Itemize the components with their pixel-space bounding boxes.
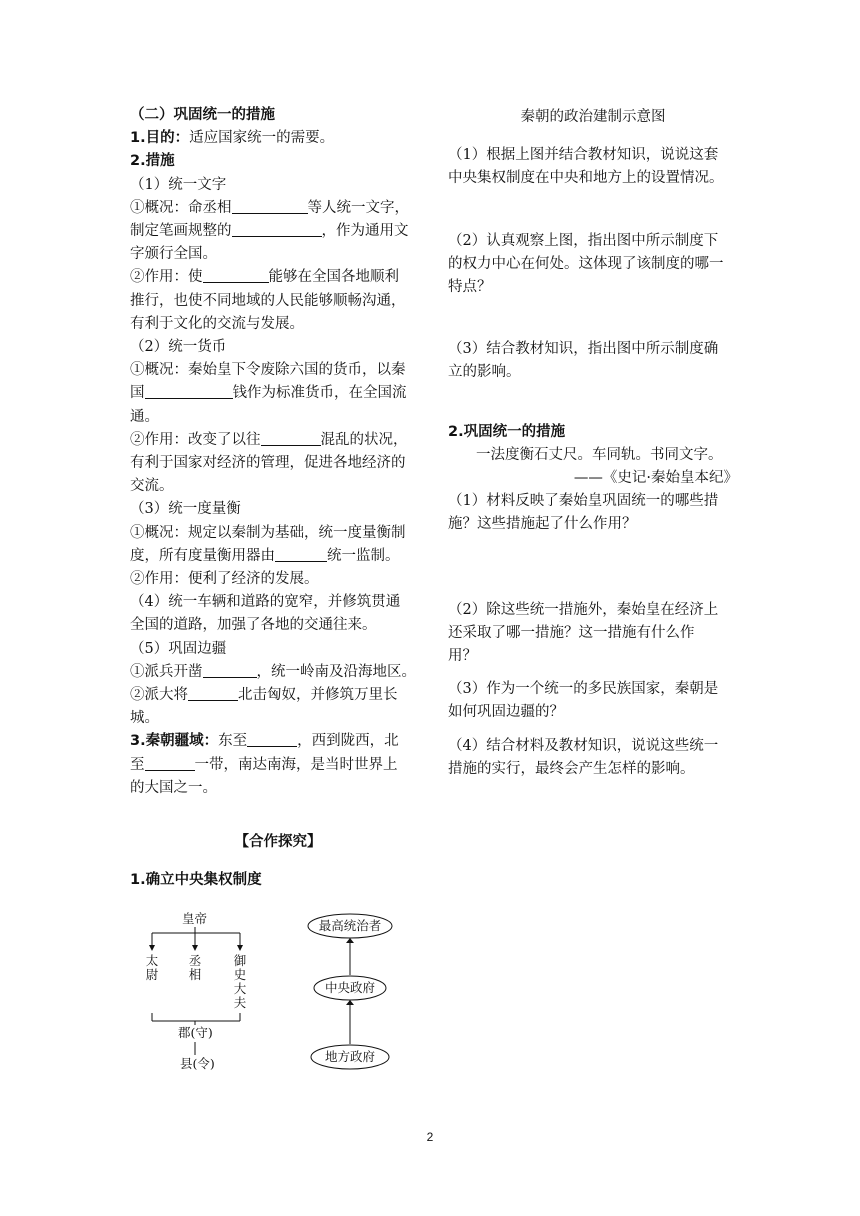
fill-blank[interactable]: [203, 662, 257, 678]
territory-line: 的大国之一。: [130, 779, 217, 796]
diagram-caption: 秦朝的政治建制示意图: [520, 109, 666, 125]
roads-line: 全国的道路，加强了各地的交通往来。: [130, 617, 377, 634]
quote-text: 一法度衡石丈尺。车同轨。书同文字。: [476, 446, 723, 463]
official-label: 御史大夫: [233, 953, 247, 1010]
question-line: （3）作为一个统一的多民族国家，秦朝是: [448, 681, 719, 698]
measures-label: 2.措施: [130, 153, 175, 170]
measure-effect: ②作用：便利了经济的发展。: [130, 571, 319, 588]
text-segment: 等人统一文字，: [307, 199, 409, 216]
text-segment: 制定笔画规整的: [130, 223, 232, 240]
currency-overview-line: ①概况：秦始皇下令废除六国的货币，以秦: [130, 362, 406, 379]
currency-title: （2）统一货币: [130, 339, 227, 356]
currency-effect-line: 有利于国家对经济的管理，促进各地经济的: [130, 455, 406, 472]
node-central: 中央政府: [324, 980, 376, 995]
fill-blank[interactable]: [261, 430, 321, 446]
text-segment: ①概况：命丞相: [130, 199, 232, 216]
border-line: 城。: [130, 710, 159, 727]
border-line: [130, 661, 426, 684]
measure-title: （3）统一度量衡: [130, 501, 241, 518]
arrow-head: [346, 1000, 354, 1005]
arrow-head: [237, 945, 243, 951]
text-segment: ②作用：使: [130, 269, 203, 286]
measure-overview-line: ①概况：规定以秦制为基础，统一度量衡制: [130, 524, 406, 541]
node-local: 地方政府: [324, 1049, 376, 1064]
fill-blank[interactable]: [203, 267, 269, 283]
question-line: 中央集权制度在中央和地方上的设置情况。: [448, 170, 724, 187]
official-label: 太尉: [145, 953, 159, 982]
left-column: [130, 104, 426, 800]
fill-blank[interactable]: [247, 731, 297, 747]
purpose-label: 1.目的：: [130, 130, 190, 147]
question-line: 用？: [448, 648, 477, 665]
county-label: 县(令): [180, 1056, 215, 1071]
text-segment: 至: [130, 756, 145, 773]
node-supreme: 最高统治者: [318, 918, 382, 933]
currency-overview-line: [130, 382, 426, 405]
text-segment: 能够在全国各地顺利: [268, 269, 399, 286]
prefecture-label: 郡(守): [178, 1025, 213, 1040]
territory-line: [130, 730, 426, 753]
emperor-label: 皇帝: [182, 911, 208, 926]
territory-line: [130, 754, 426, 777]
question-line: （1）材料反映了秦始皇巩固统一的哪些措: [448, 493, 719, 510]
text-segment: 钱作为标准货币，在全国流: [232, 385, 407, 402]
official-label: 丞相: [188, 953, 202, 982]
question-line: 的权力中心在何处。这体现了该制度的哪一: [448, 255, 724, 272]
writing-effect-line: [130, 266, 426, 289]
text-segment: ②作用：改变了以往: [130, 431, 261, 448]
text-segment: ②派大将: [130, 687, 188, 704]
fill-blank[interactable]: [188, 685, 238, 701]
border-title: （5）巩固边疆: [130, 640, 227, 657]
writing-title: （1）统一文字: [130, 176, 227, 193]
sec2-title: 2.巩固统一的措施: [448, 423, 566, 440]
text-segment: ①派兵开凿: [130, 663, 203, 680]
text-segment: 混乱的状况，: [320, 431, 408, 448]
question-line: 如何巩固边疆的？: [448, 704, 564, 721]
measure-overview-line: [130, 545, 426, 568]
text-segment: 东至: [218, 733, 248, 750]
section-title: （二）巩固统一的措施: [130, 107, 275, 123]
writing-overview-line: [130, 220, 426, 243]
question-line: （4）结合材料及教材知识，说说这些统一: [448, 737, 719, 754]
text-segment: 北击匈奴，并修筑万里长: [238, 687, 398, 704]
writing-effect-line: 有利于文化的交流与发展。: [130, 315, 304, 332]
question-line: 还采取了哪一措施？这一措施有什么作: [448, 624, 695, 641]
writing-overview-line: 字颁行全国。: [130, 246, 217, 263]
arrow-head: [149, 945, 155, 951]
political-system-diagram: [140, 905, 410, 1095]
fill-blank[interactable]: [275, 546, 327, 562]
coop-title: 【合作探究】: [234, 834, 322, 850]
fill-blank[interactable]: [232, 221, 322, 237]
arrow-head: [346, 938, 354, 943]
question-line: （2）认真观察上图，指出图中所示制度下: [448, 232, 719, 249]
arrow-head: [192, 945, 198, 951]
currency-overview-line: 通。: [130, 408, 159, 425]
question-line: 立的影响。: [448, 364, 521, 381]
question-line: （2）除这些统一措施外，秦始皇在经济上: [448, 601, 719, 618]
currency-effect-line: [130, 429, 426, 452]
text-segment: ，西到陇西，北: [297, 733, 399, 750]
writing-effect-line: 推行，也使不同地域的人民能够顺畅沟通，: [130, 292, 406, 309]
quote-source: ——《史记·秦始皇本纪》: [573, 470, 738, 487]
question-line: 特点？: [448, 279, 492, 296]
question-line: （3）结合教材知识，指出图中所示制度确: [448, 341, 719, 358]
purpose-text: 适应国家统一的需要。: [189, 130, 335, 147]
writing-overview-line: [130, 197, 426, 220]
question-line: 措施的实行，最终会产生怎样的影响。: [448, 760, 695, 777]
territory-label: 3.秦朝疆域：: [130, 733, 219, 750]
text-segment: 度，所有度量衡用器由: [130, 547, 275, 564]
fill-blank[interactable]: [145, 755, 195, 771]
fill-blank[interactable]: [232, 198, 308, 214]
text-segment: ，作为通用文: [321, 223, 409, 240]
text-segment: 国: [130, 385, 145, 402]
text-segment: ，统一岭南及沿海地区。: [256, 663, 416, 680]
sec1-title: 1.确立中央集权制度: [130, 872, 262, 888]
officials-group: [146, 953, 247, 1010]
currency-effect-line: 交流。: [130, 478, 174, 495]
question-line: （1）根据上图并结合教材知识，说说这套: [448, 147, 719, 164]
border-line: [130, 684, 426, 707]
fill-blank[interactable]: [145, 383, 233, 399]
page-number: 2: [426, 1130, 434, 1144]
text-segment: 一带，南达南海，是当时世界上: [194, 756, 398, 773]
question-line: 施？这些措施起了什么作用？: [448, 516, 637, 533]
right-column: [448, 104, 738, 781]
roads-line: （4）统一车辆和道路的宽窄，并修筑贯通: [130, 594, 401, 611]
purpose-line: [130, 127, 426, 150]
text-segment: 统一监制。: [327, 547, 400, 564]
